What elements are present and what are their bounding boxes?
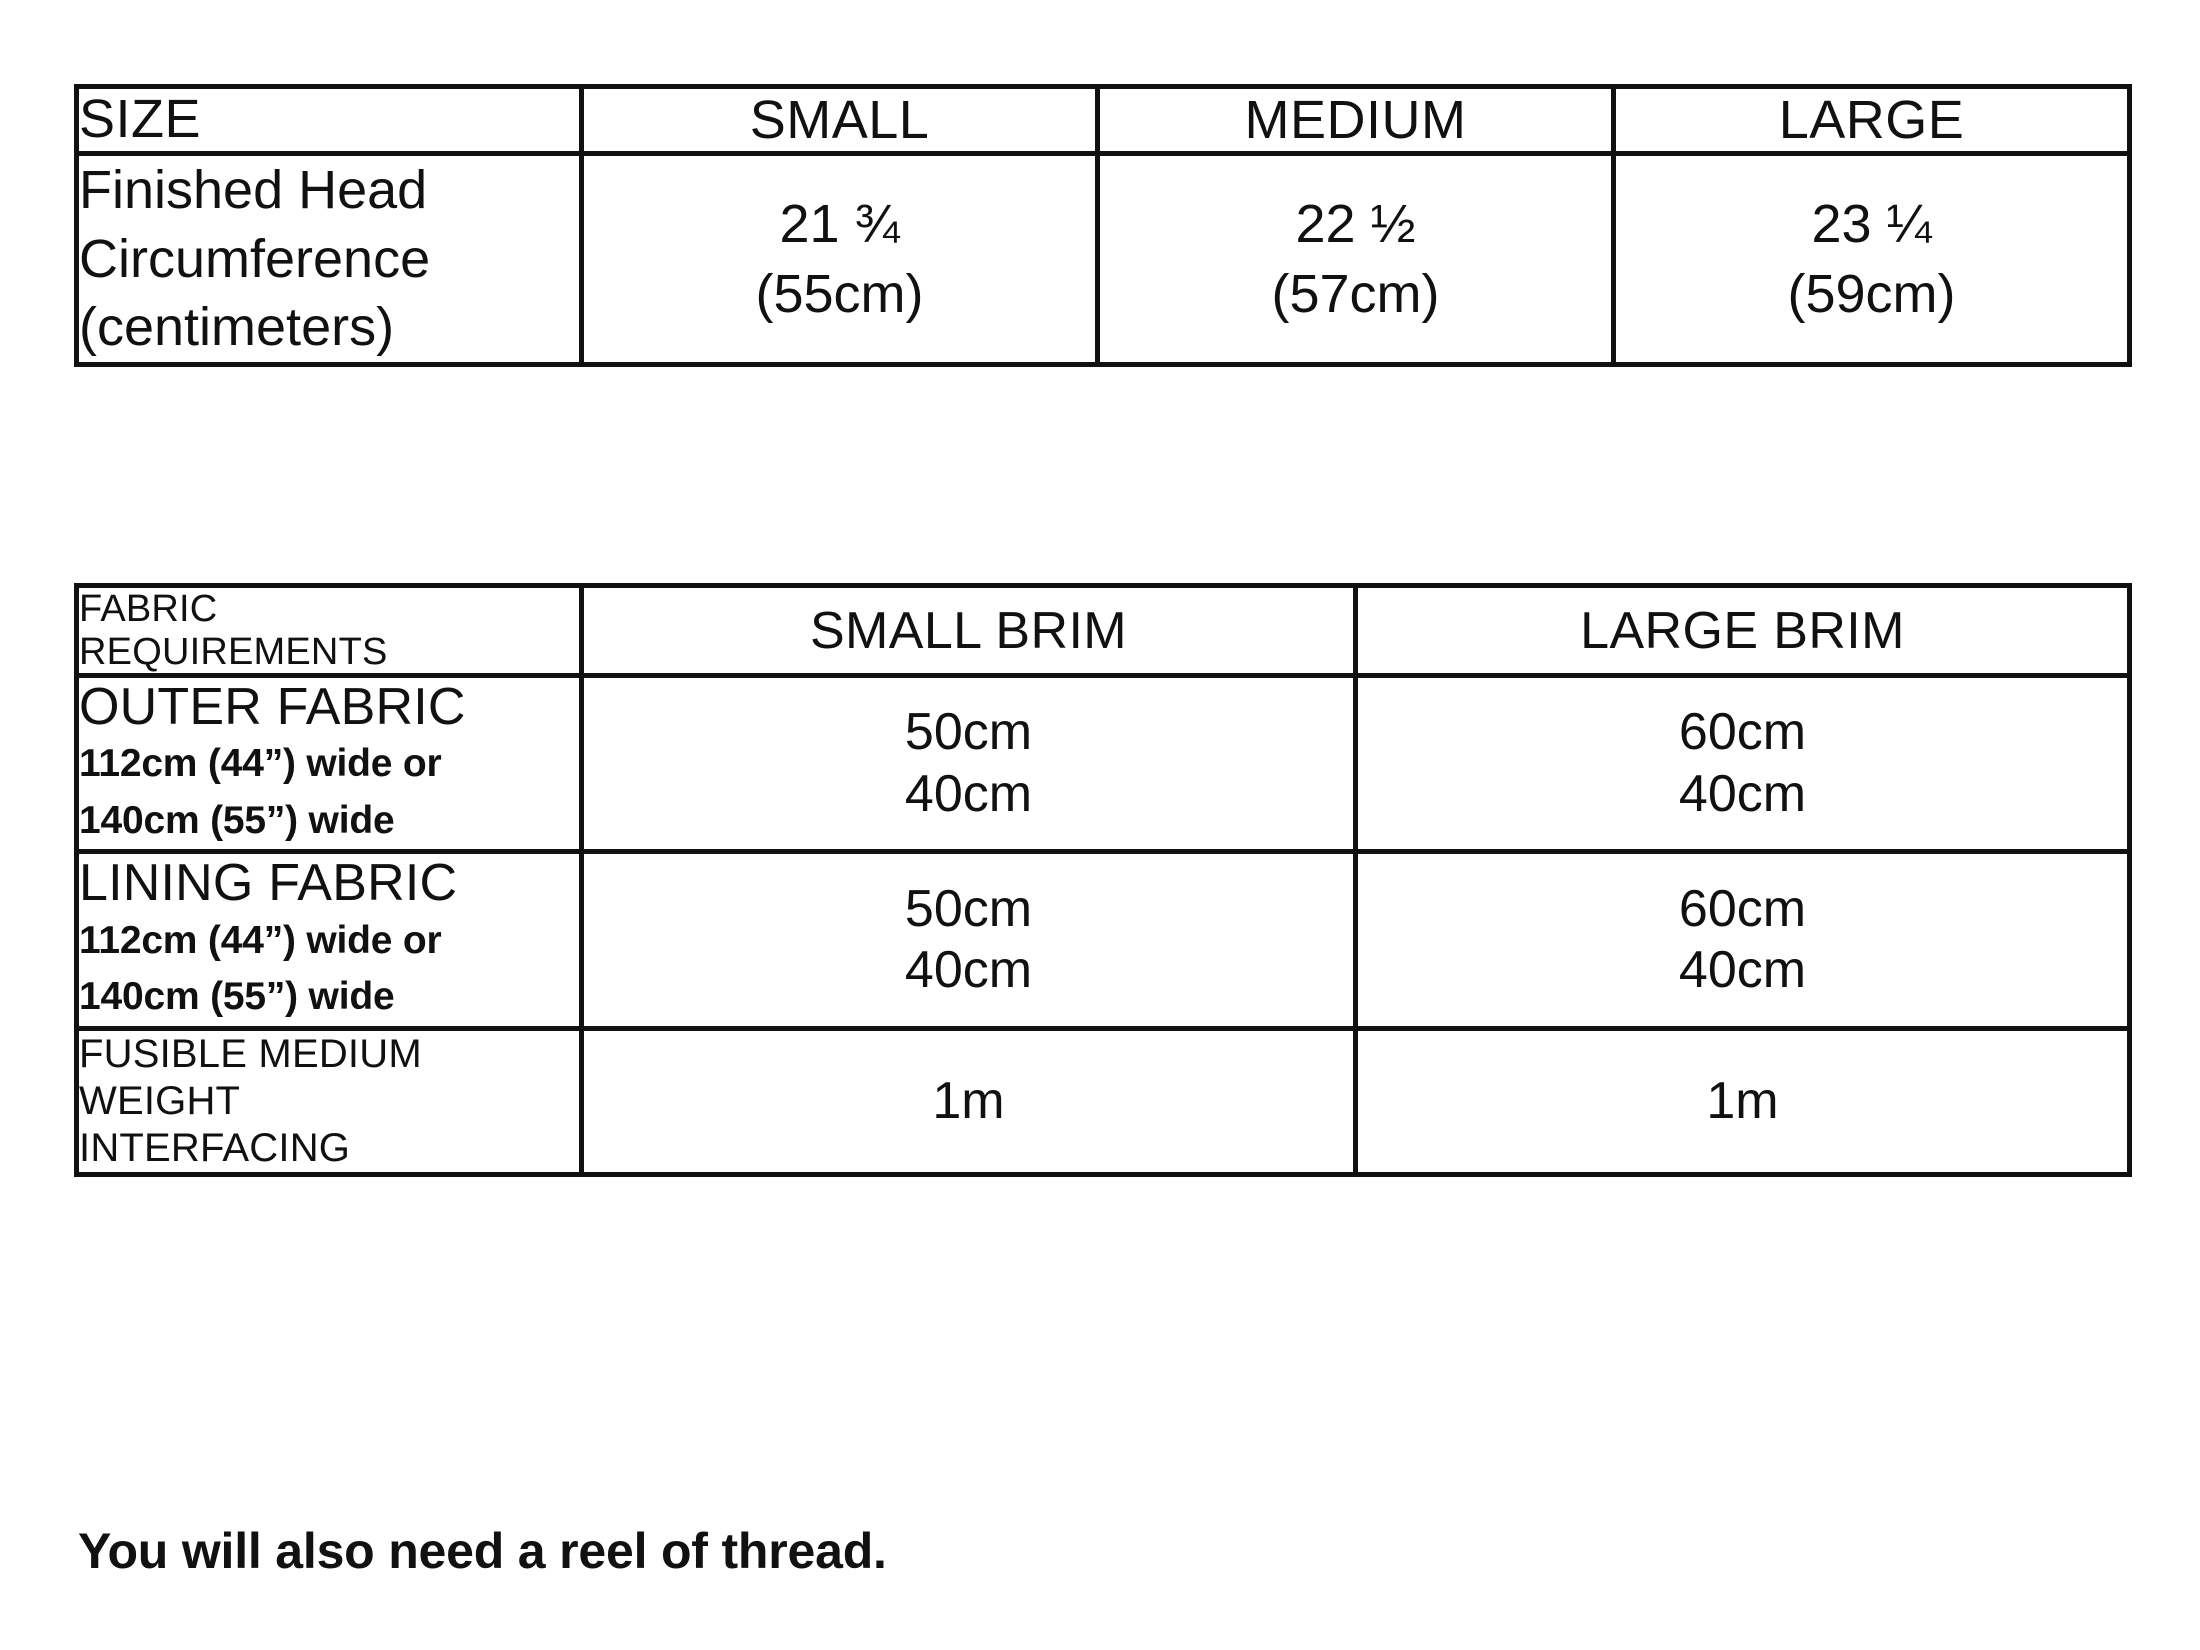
lining-fabric-large-brim-line2: 40cm [1678,941,1807,1000]
outer-fabric-large-brim [1356,676,2130,852]
size-header-cell-small: SMALL [582,87,1098,154]
interfacing-title-line1: FUSIBLE MEDIUM [79,1031,422,1076]
lining-fabric-small-brim-line1: 50cm [904,879,1033,938]
interfacing-small-brim [582,1028,1356,1175]
size-value-medium-imperial: 22 ½ [1295,193,1416,254]
size-value-small-metric: (55cm) [755,263,924,324]
table-row [77,586,2130,676]
outer-fabric-small-brim-line1: 50cm [904,703,1033,762]
outer-fabric-title: OUTER FABRIC [79,678,466,737]
table-row [77,87,2130,154]
size-header-cell-large: LARGE [1614,87,2130,154]
size-value-large-metric: (59cm) [1787,263,1956,324]
size-value-small [582,154,1098,365]
thread-footnote: You will also need a reel of thread. [78,1523,887,1579]
outer-fabric-small-brim-line2: 40cm [904,764,1033,823]
interfacing-small-brim-line1: 1m [932,1071,1005,1130]
lining-fabric-large-brim-line1: 60cm [1678,879,1807,938]
size-value-large-imperial: 23 ¼ [1811,193,1932,254]
size-chart-table [74,84,2132,367]
fabric-row-label-lining-fabric [77,852,582,1028]
table-row [77,852,2130,1028]
size-value-large [1614,154,2130,365]
outer-fabric-large-brim-line2: 40cm [1678,764,1807,823]
interfacing-large-brim [1356,1028,2130,1175]
interfacing-title-line3: INTERFACING [79,1126,351,1171]
fabric-requirements-table [74,583,2132,1177]
size-row-label-head-circumference: Finished Head Circumference (centimeters) [77,154,582,365]
size-header-cell-medium: MEDIUM [1098,87,1614,154]
lining-fabric-small-brim-line2: 40cm [904,941,1033,1000]
outer-fabric-width-2: 140cm (55”) wide [79,798,395,842]
size-value-medium-metric: (57cm) [1271,263,1440,324]
lining-fabric-small-brim [582,852,1356,1028]
size-value-small-imperial: 21 ¾ [779,193,900,254]
table-row [77,1028,2130,1175]
outer-fabric-width-1: 112cm (44”) wide or [79,742,442,786]
outer-fabric-large-brim-line1: 60cm [1678,703,1807,762]
size-header-cell-size: SIZE [77,87,582,154]
fabric-row-label-outer-fabric [77,676,582,852]
table-row [77,676,2130,852]
lining-fabric-large-brim [1356,852,2130,1028]
lining-fabric-width-2: 140cm (55”) wide [79,975,395,1019]
fabric-header-cell-requirements [77,586,582,676]
lining-fabric-title: LINING FABRIC [79,854,458,913]
fabric-header-cell-small-brim: SMALL BRIM [582,586,1356,676]
fabric-row-label-interfacing [77,1028,582,1175]
fabric-header-line2: REQUIREMENTS [79,630,388,673]
fabric-header-line1: FABRIC [79,588,218,630]
lining-fabric-width-1: 112cm (44”) wide or [79,918,442,962]
table-row [77,154,2130,365]
fabric-header-cell-large-brim: LARGE BRIM [1356,586,2130,676]
interfacing-large-brim-line1: 1m [1706,1071,1779,1130]
size-value-medium [1098,154,1614,365]
interfacing-title-line2: WEIGHT [79,1078,241,1123]
outer-fabric-small-brim [582,676,1356,852]
